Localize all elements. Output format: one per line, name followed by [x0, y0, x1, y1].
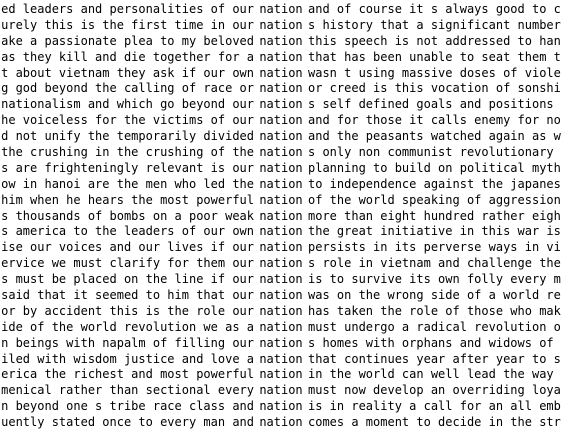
left-context: n beings with napalm of filling our — [1, 335, 254, 350]
concordance-row — [0, 367, 559, 383]
concordance-row — [0, 399, 559, 415]
concordance-row — [0, 50, 559, 66]
right-context: persists in its perverse ways in vi — [308, 240, 561, 255]
keyword: nation — [259, 415, 303, 430]
keyword: nation — [259, 367, 303, 382]
concordance-row — [0, 193, 559, 209]
keyword: nation — [259, 303, 303, 318]
left-context: uently stated once to every man and — [1, 415, 254, 430]
concordance-row — [0, 352, 559, 368]
keyword: nation — [259, 399, 303, 414]
right-context: comes a moment to decide in the str — [308, 415, 561, 430]
right-context: must now develop an overriding loya — [308, 383, 561, 398]
keyword: nation — [259, 160, 303, 175]
left-context: nationalism and which go beyond our — [1, 97, 254, 112]
right-context: that continues year after year to s — [308, 351, 561, 366]
left-context: g god beyond the calling of race or — [1, 81, 254, 96]
keyword: nation — [259, 351, 303, 366]
concordance-row — [0, 415, 559, 431]
keyword: nation — [259, 208, 303, 223]
left-context: s thousands of bombs on a poor weak — [1, 208, 254, 223]
keyword: nation — [259, 240, 303, 255]
right-context: that has been unable to seat them t — [308, 49, 561, 64]
left-context: as they kill and die together for a — [1, 49, 254, 64]
right-context: s only non communist revolutionary — [308, 145, 554, 160]
left-context: n beyond one s tribe race class and — [1, 399, 254, 414]
keyword: nation — [259, 319, 303, 334]
concordance-row — [0, 34, 559, 50]
keyword: nation — [259, 192, 303, 207]
left-context: the crushing in the crushing of the — [1, 145, 254, 160]
keyword: nation — [259, 2, 303, 16]
concordance-row — [0, 66, 559, 82]
concordance-row — [0, 145, 559, 161]
right-context: must undergo a radical revolution o — [308, 319, 561, 334]
right-context: this speech is not addressed to han — [308, 33, 561, 48]
left-context: ise our voices and our lives if our — [1, 240, 254, 255]
right-context: of the world speaking of aggression — [308, 192, 561, 207]
right-context: more than eight hundred rather eigh — [308, 208, 561, 223]
left-context: menical rather than sectional every — [1, 383, 254, 398]
right-context: is in reality a call for an all emb — [308, 399, 561, 414]
keyword: nation — [259, 33, 303, 48]
right-context: s role in vietnam and challenge the — [308, 256, 561, 271]
left-context: s must be placed on the line if our — [1, 272, 254, 287]
left-context: s america to the leaders of our own — [1, 224, 254, 239]
concordance-row — [0, 288, 559, 304]
keyword: nation — [259, 129, 303, 144]
left-context: t about vietnam they ask if our own — [1, 65, 254, 80]
concordance-row — [0, 256, 559, 272]
right-context: is to survive its own folly every m — [308, 272, 561, 287]
concordance-row — [0, 240, 559, 256]
left-context: he voiceless for the victims of our — [1, 113, 254, 128]
keyword: nation — [259, 81, 303, 96]
left-context: ide of the world revolution we as a — [1, 319, 254, 334]
right-context: s self defined goals and positions — [308, 97, 554, 112]
left-context: ed leaders and personalities of our — [1, 2, 254, 16]
concordance-row — [0, 2, 559, 18]
keyword: nation — [259, 113, 303, 128]
right-context: to independence against the japanes — [308, 176, 561, 191]
right-context: has taken the role of those who mak — [308, 303, 561, 318]
left-context: d not unify the temporarily divided — [1, 129, 254, 144]
keyword: nation — [259, 288, 303, 303]
keyword: nation — [259, 17, 303, 32]
concordance-row — [0, 272, 559, 288]
concordance-row — [0, 81, 559, 97]
right-context: and of course it s always good to c — [308, 2, 561, 16]
concordance-row — [0, 320, 559, 336]
concordance-row — [0, 97, 559, 113]
concordance-row — [0, 336, 559, 352]
right-context: was on the wrong side of a world re — [308, 288, 561, 303]
right-context: wasn t using massive doses of viole — [308, 65, 561, 80]
keyword: nation — [259, 335, 303, 350]
concordance-row — [0, 129, 559, 145]
right-context: planning to build on political myth — [308, 160, 561, 175]
right-context: and the peasants watched again as w — [308, 129, 561, 144]
right-context: s homes with orphans and widows of — [308, 335, 554, 350]
concordance-row — [0, 113, 559, 129]
left-context: s are frighteningly relevant is our — [1, 160, 254, 175]
concordance-row — [0, 224, 559, 240]
left-context: ow in hanoi are the men who led the — [1, 176, 254, 191]
left-context: ake a passionate plea to my beloved — [1, 33, 254, 48]
concordance-row — [0, 18, 559, 34]
concordance-row — [0, 304, 559, 320]
keyword: nation — [259, 272, 303, 287]
left-context: or by accident this is the role our — [1, 303, 254, 318]
concordance-row — [0, 161, 559, 177]
left-context: iled with wisdom justice and love a — [1, 351, 254, 366]
left-context: erica the richest and most powerful — [1, 367, 254, 382]
concordance-row — [0, 383, 559, 399]
keyword: nation — [259, 383, 303, 398]
keyword: nation — [259, 97, 303, 112]
keyword: nation — [259, 176, 303, 191]
concordance-row — [0, 209, 559, 225]
right-context: s history that a significant number — [308, 17, 561, 32]
keyword: nation — [259, 224, 303, 239]
left-context: ervice we must clarify for them our — [1, 256, 254, 271]
left-context: urely this is the first time in our — [1, 17, 254, 32]
keyword: nation — [259, 65, 303, 80]
keyword: nation — [259, 256, 303, 271]
left-context: him when he hears the most powerful — [1, 192, 254, 207]
keyword: nation — [259, 49, 303, 64]
right-context: in the world can well lead the way — [308, 367, 554, 382]
keyword: nation — [259, 145, 303, 160]
right-context: the great initiative in this war is — [308, 224, 561, 239]
right-context: or creed is this vocation of sonshi — [308, 81, 561, 96]
concordance-row — [0, 177, 559, 193]
right-context: and for those it calls enemy for no — [308, 113, 561, 128]
left-context: said that it seemed to him that our — [1, 288, 254, 303]
